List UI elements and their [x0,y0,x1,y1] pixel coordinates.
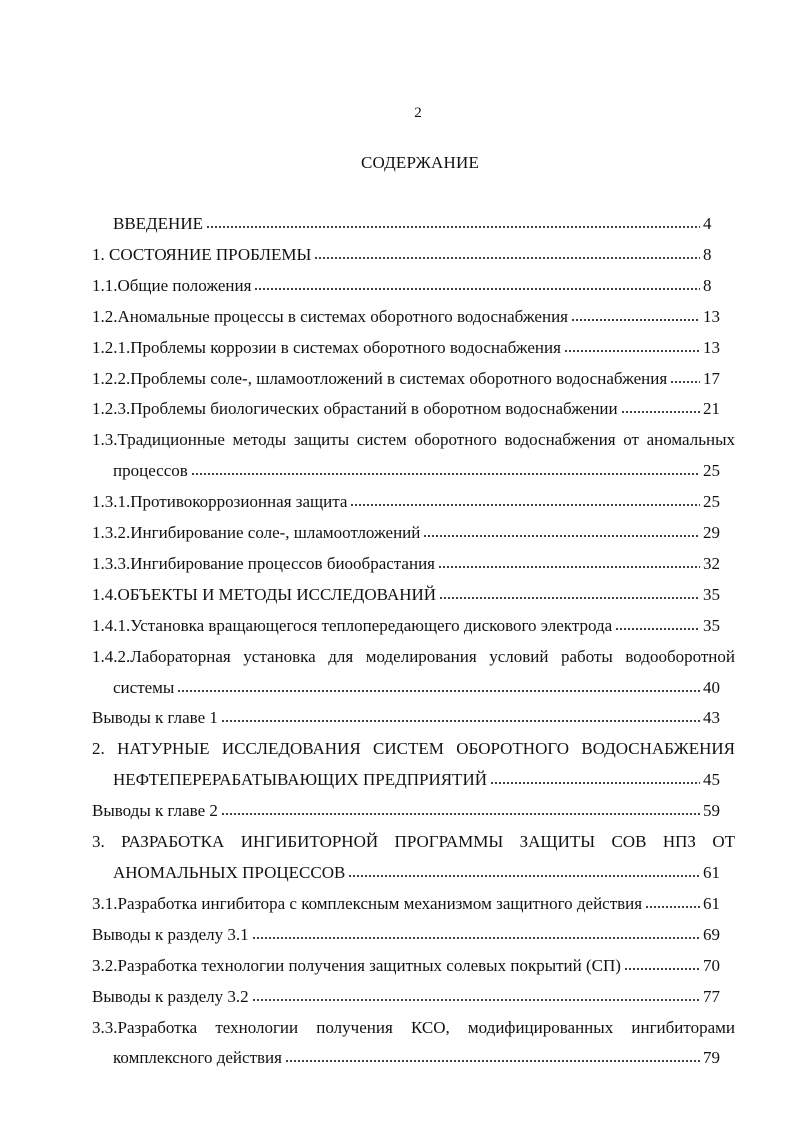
toc-entry-title-line: НЕФТЕПЕРЕРАБАТЫВАЮЩИХ ПРЕДПРИЯТИЙ [113,770,487,790]
toc-entry-continuation [92,673,720,704]
dot-leader [206,225,700,229]
dot-leader [615,627,700,631]
toc-entry-continuation [92,765,720,796]
toc-entry-page: 61 [703,893,720,913]
toc-entry-page: 70 [703,955,720,975]
toc-entry-continuation [92,1043,720,1074]
toc-entry-page: 59 [703,801,720,821]
toc-entry-conclusions-chapter-1 [92,703,720,734]
toc-entry-1-4 [92,580,720,611]
toc-entry-page: 61 [703,862,720,882]
dot-leader [252,998,700,1002]
toc-entry-title: 1.4.ОБЪЕКТЫ И МЕТОДЫ ИССЛЕДОВАНИЙ [92,584,437,604]
toc-entry-1-4-2 [92,642,735,704]
toc-entry-3-1 [92,889,720,920]
toc-entry-title-line: комплексного действия [113,1048,282,1068]
toc-entry-title-line: 2. НАТУРНЫЕ ИССЛЕДОВАНИЯ СИСТЕМ ОБОРОТНОГО ВОДОСНАБЖЕНИЯ [92,739,735,759]
dot-leader [221,719,700,723]
toc-entry-chapter-2 [92,734,735,796]
toc-entry-title-line: 1.3.Традиционные методы защиты систем оборотного водоснабжения от аномальных [92,430,735,450]
dot-leader [314,256,700,260]
toc-entry-continuation [92,858,720,889]
toc-entry-title: Выводы к разделу 3.2 [92,986,249,1006]
toc-entry-page: 25 [703,461,720,481]
toc-entry-1-3-3 [92,549,720,580]
dot-leader [177,689,700,693]
table-of-contents [92,209,735,1074]
toc-entry-title: 3.2.Разработка технологии получения защитных солевых покрытий (СП) [92,955,621,975]
toc-entry-page: 40 [703,677,720,697]
dot-leader [438,565,700,569]
toc-entry-title: 1.2.2.Проблемы соле-, шламоотложений в системах оборотного водоснабжения [92,368,668,388]
toc-entry-page: 77 [703,986,720,1006]
dot-leader [348,874,700,878]
toc-entry-page: 79 [703,1048,720,1068]
toc-entry-chapter-3 [92,827,735,889]
toc-entry-1-3-1 [92,487,720,518]
toc-entry-1-3-2 [92,518,720,549]
toc-entry-page: 21 [703,399,720,419]
toc-entry-title-line: системы [113,677,175,697]
toc-entry-title: 3.1.Разработка ингибитора с комплексным механизмом защитного действия [92,893,643,913]
toc-entry-page: 35 [703,584,720,604]
toc-entry-page: 25 [703,492,720,512]
dot-leader [252,936,700,940]
toc-entry-title-line: 3. РАЗРАБОТКА ИНГИБИТОРНОЙ ПРОГРАММЫ ЗАЩИТЫ СОВ НПЗ ОТ [92,832,735,852]
toc-entry-page: 17 [703,368,720,388]
toc-entry-page: 35 [703,615,720,635]
toc-entry-1-3 [92,425,735,487]
toc-entry-1-1 [92,271,720,302]
toc-entry-title: 1.3.1.Противокоррозионная защита [92,492,348,512]
toc-entry-chapter-1 [92,240,720,271]
toc-entry-title: Выводы к разделу 3.1 [92,924,249,944]
toc-entry-title: ВВЕДЕНИЕ [113,214,203,233]
toc-entry-continuation [92,456,720,487]
dot-leader [645,905,700,909]
toc-entry-3-3 [92,1013,735,1075]
toc-entry-3-2 [92,951,720,982]
toc-entry-introduction [92,209,720,240]
dot-leader [439,596,700,600]
page-title: СОДЕРЖАНИЕ [360,153,480,172]
toc-entry-title-line: процессов [113,461,188,481]
toc-entry-1-2 [92,302,720,333]
toc-entry-title-line: АНОМАЛЬНЫХ ПРОЦЕССОВ [113,862,346,882]
dot-leader [571,318,700,322]
toc-entry-page: 29 [703,523,720,543]
dot-leader [624,967,700,971]
toc-entry-page: 13 [703,337,720,357]
page-number: 2 [414,105,422,121]
toc-entry-conclusions-chapter-2 [92,796,720,827]
dot-leader [621,410,700,414]
dot-leader [670,380,700,384]
toc-entry-1-2-1 [92,333,720,364]
toc-entry-page: 8 [703,275,712,295]
toc-entry-page: 32 [703,553,720,573]
toc-entry-1-2-2 [92,364,720,395]
toc-entry-title-line: 3.3.Разработка технологии получения КСО, модифицированных ингибиторами [92,1017,735,1037]
toc-entry-conclusions-3-1 [92,920,720,951]
toc-entry-1-2-3 [92,394,720,425]
dot-leader [221,812,700,816]
toc-entry-title: 1.2.Аномальные процессы в системах оборотного водоснабжения [92,306,568,326]
toc-entry-title: 1.3.3.Ингибирование процессов биообрастания [92,553,435,573]
dot-leader [254,287,700,291]
toc-entry-page: 4 [703,214,712,233]
toc-entry-page: 13 [703,306,720,326]
toc-entry-title-line: 1.4.2.Лабораторная установка для моделирования условий работы водооборотной [92,646,735,666]
toc-entry-page: 43 [703,708,720,728]
dot-leader [490,781,700,785]
toc-entry-title: 1. СОСТОЯНИЕ ПРОБЛЕМЫ [92,244,312,264]
toc-entry-title: Выводы к главе 2 [92,801,218,821]
dot-leader [350,503,700,507]
toc-entry-conclusions-3-2 [92,982,720,1013]
toc-entry-title: 1.2.1.Проблемы коррозии в системах оборотного водоснабжения [92,337,561,357]
dot-leader [191,472,700,476]
dot-leader [423,534,700,538]
toc-entry-1-4-1 [92,611,720,642]
toc-entry-page: 69 [703,924,720,944]
toc-entry-title: 1.1.Общие положения [92,275,252,295]
toc-entry-page: 8 [703,244,712,264]
toc-entry-page: 45 [703,770,720,790]
toc-entry-title: 1.3.2.Ингибирование соле-, шламоотложений [92,523,421,543]
dot-leader [564,349,700,353]
dot-leader [285,1059,700,1063]
toc-entry-title: 1.2.3.Проблемы биологических обрастаний в оборотном водоснабжении [92,399,618,419]
toc-entry-title: 1.4.1.Установка вращающегося теплопередающего дискового электрода [92,615,613,635]
toc-entry-title: Выводы к главе 1 [92,708,218,728]
